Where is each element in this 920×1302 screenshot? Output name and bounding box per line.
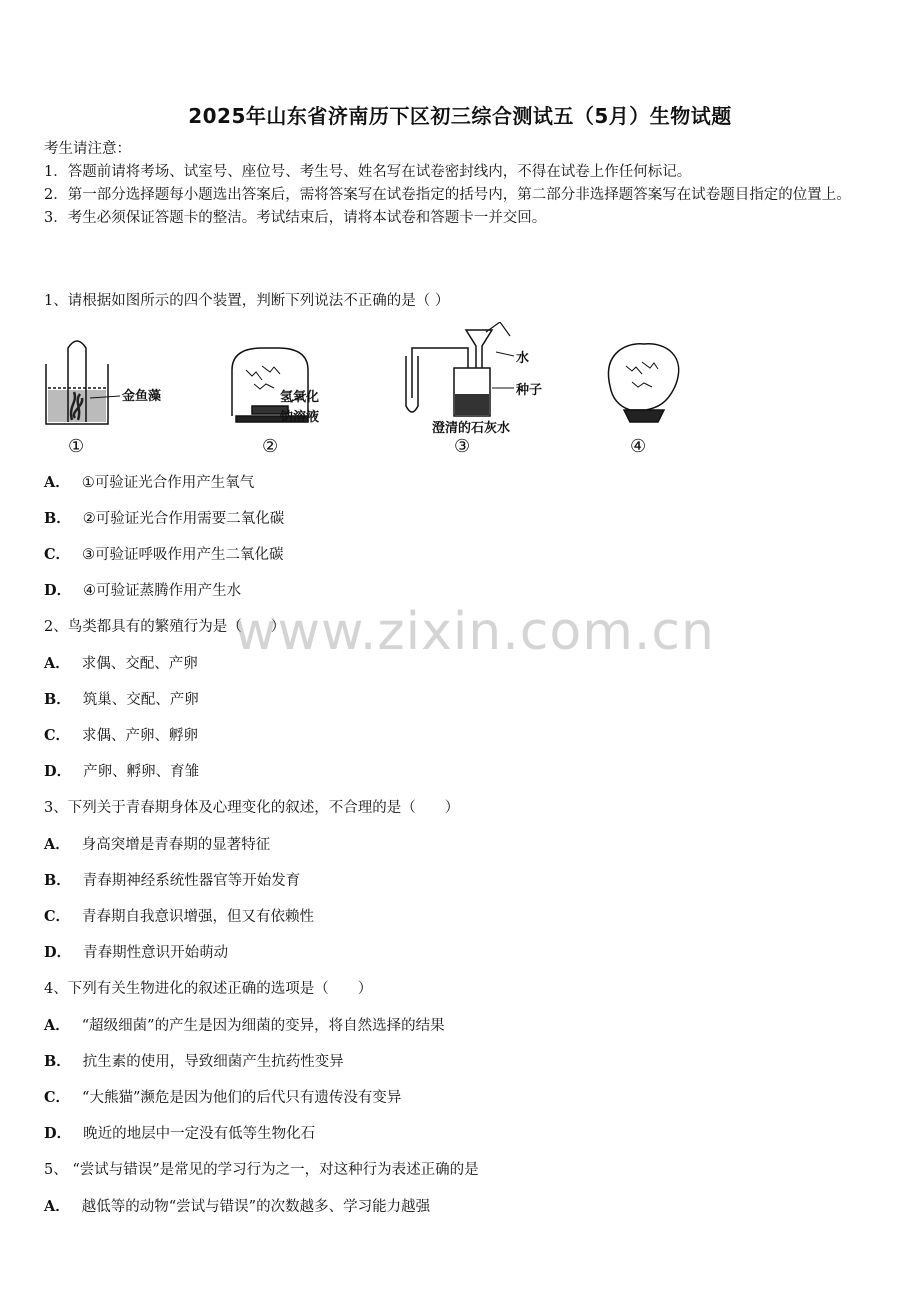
option-line (44, 869, 884, 890)
option-letter: B． (44, 691, 71, 708)
option-text: ①可验证光合作用产生氧气 (81, 475, 255, 491)
option-line (44, 579, 884, 600)
question-stem: 4、下列有关生物进化的叙述正确的选项是（ ） (44, 981, 373, 997)
option-text: 抗生素的使用，导致细菌产生抗药性变异 (82, 1054, 344, 1070)
label-limewater: 澄清的石灰水 (432, 421, 511, 436)
option-text: 求偶、产卵、孵卵 (82, 728, 199, 744)
option-text: 晚近的地层中一定没有低等生物化石 (83, 1126, 316, 1142)
exam-notice (44, 138, 884, 230)
option-letter: C． (44, 546, 71, 563)
label-water: 水 (516, 351, 530, 366)
option-line (44, 1086, 884, 1107)
option-letter: A． (44, 655, 70, 672)
question-stem: 2、鸟类都具有的繁殖行为是（ ） (44, 619, 286, 635)
option-letter: C． (44, 727, 71, 744)
option-text: 青春期神经系统性器官等开始发育 (82, 873, 301, 889)
option-letter: A． (44, 1198, 70, 1215)
option-text: 身高突增是青春期的显著特征 (81, 837, 271, 853)
label-naoh-line1: 氢氧化 (280, 390, 320, 405)
device-1-goldfish-weed (46, 341, 120, 424)
option-letter: A． (44, 1017, 70, 1034)
option-text: 产卵、孵卵、育雏 (83, 764, 200, 780)
option-line (44, 543, 884, 564)
option-line (44, 1195, 884, 1216)
figure-number-4: ④ (630, 436, 647, 457)
experiment-figure (40, 322, 680, 464)
option-line (44, 941, 884, 962)
option-text: 青春期自我意识增强，但又有依赖性 (82, 909, 315, 925)
option-line (44, 1014, 884, 1035)
option-line (44, 1050, 884, 1071)
watermark: www.zixin.com.cn (234, 602, 715, 662)
option-text: ②可验证光合作用需要二氧化碳 (82, 511, 285, 527)
option-line (44, 760, 884, 781)
option-line (44, 724, 884, 745)
notice-item: 2．第一部分选择题每小题选出答案后，需将答案写在试卷指定的括号内，第二部分非选择题答案写在试卷题目指定的位置上。 (44, 187, 851, 203)
option-letter: A． (44, 836, 70, 853)
page-title: 2025年山东省济南历下区初三综合测试五（5月）生物试题 (188, 104, 732, 128)
notice-item: 3．考生必须保证答题卡的整洁。考试结束后，请将本试卷和答题卡一并交回。 (44, 210, 547, 226)
label-goldfish-weed: 金鱼藻 (122, 389, 162, 404)
option-letter: C． (44, 1089, 71, 1106)
notice-heading: 考生请注意： (44, 141, 131, 157)
figure-number-2: ② (262, 436, 279, 457)
option-letter: D． (44, 1125, 72, 1142)
figure-number-3: ③ (454, 436, 471, 457)
figure-number-1: ① (68, 436, 85, 457)
option-text: ④可验证蒸腾作用产生水 (83, 583, 242, 599)
notice-item: 1．答题前请将考场、试室号、座位号、考生号、姓名写在试卷密封线内，不得在试卷上作任何标记。 (44, 164, 692, 180)
option-text: “大熊猫”濒危是因为他们的后代只有遗传没有变异 (82, 1090, 402, 1106)
device-3-seeds-limewater (406, 322, 514, 416)
question-stem: 1、请根据如图所示的四个装置，判断下列说法不正确的是（ ） (44, 293, 450, 309)
option-letter: B． (44, 872, 71, 889)
option-line (44, 507, 884, 528)
option-text: 青春期性意识开始萌动 (83, 945, 229, 961)
option-letter: B． (44, 1053, 71, 1070)
option-line (44, 905, 884, 926)
option-letter: A． (44, 474, 70, 491)
option-line (44, 471, 884, 492)
option-letter: D． (44, 944, 72, 961)
question-stem: 3、下列关于青春期身体及心理变化的叙述，不合理的是（ ） (44, 800, 460, 816)
option-line (44, 652, 884, 673)
label-naoh-line2: 钠溶液 (280, 410, 320, 425)
device-4-plastic-bag-plant (609, 344, 679, 422)
option-letter: B． (44, 510, 71, 527)
option-text: 求偶、交配、产卵 (81, 656, 198, 672)
option-letter: C． (44, 908, 71, 925)
option-text: “超级细菌”的产生是因为细菌的变异，将自然选择的结果 (81, 1018, 445, 1034)
option-line (44, 688, 884, 709)
option-line (44, 833, 884, 854)
option-text: ③可验证呼吸作用产生二氧化碳 (82, 547, 284, 563)
option-letter: D． (44, 763, 72, 780)
option-text: 越低等的动物“尝试与错误”的次数越多、学习能力越强 (81, 1199, 431, 1215)
label-seeds: 种子 (516, 383, 543, 398)
question-stem: 5、 “尝试与错误”是常见的学习行为之一，对这种行为表述正确的是 (44, 1162, 479, 1178)
option-letter: D． (44, 582, 72, 599)
option-line (44, 1122, 884, 1143)
option-text: 筑巢、交配、产卵 (82, 692, 199, 708)
